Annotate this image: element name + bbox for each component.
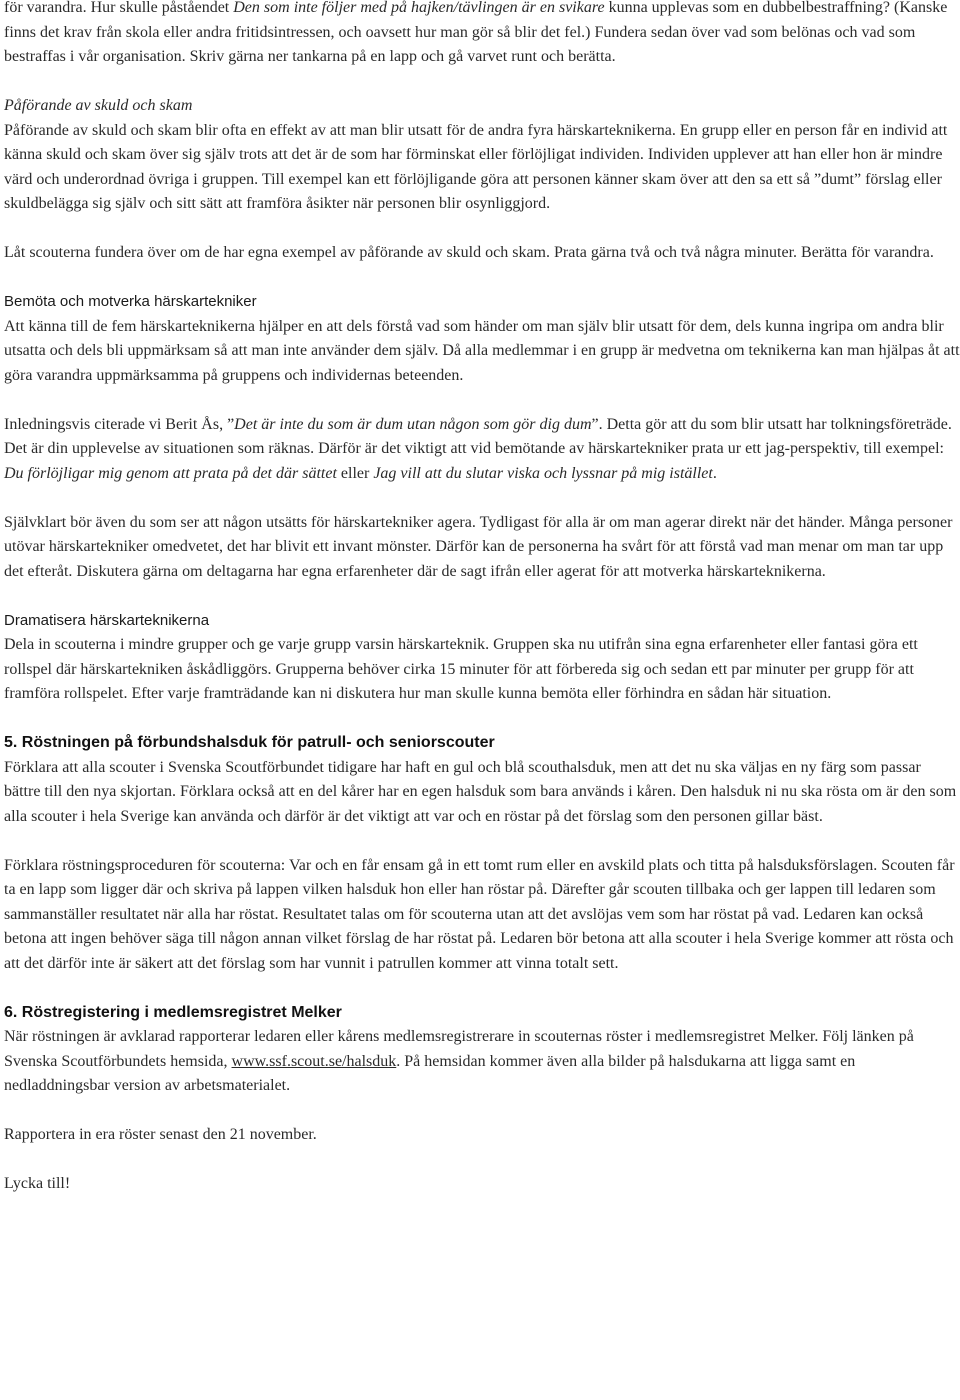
bemota-paragraph-2 — [4, 413, 960, 487]
intro-text-1: för varandra. Hur skulle påståendet — [4, 0, 234, 16]
skuld-exercise: Låt scouterna fundera över om de har egna exempel av påförande av skuld och skam. Prata gärna två och två några minuter. Berätta för varandra. — [4, 244, 934, 261]
section-6-paragraph-1 — [4, 1025, 960, 1099]
bemota-p2-text-d: . — [712, 464, 717, 482]
deadline-text: Rapportera in era röster senast den 21 november. — [4, 1126, 317, 1143]
bemota-quote-3: Jag vill att du slutar viska och lyssnar på mig istället — [373, 464, 713, 482]
closing-text: Lycka till! — [4, 1175, 71, 1192]
bemota-paragraph-1: Att känna till de fem härskarteknikerna hjälper en att dels förstå vad som händer om man själv blir utsatt för dem, dels kunna ingripa om andra blir utsatta och dels bli uppmärksam så att man inte använder dem själv. Då alla medlemmar i en grupp är medvetna om teknikerna kan man hjälpas åt att göra varandra uppmärksamma på gruppens och individernas beteenden. — [4, 317, 960, 384]
bemota-p2-text-c: eller — [336, 464, 374, 482]
bemota-paragraph-3: Självklart bör även du som ser att någon utsätts för härskartekniker agera. Tydligast för alla är om man agerar direkt när det händer. Många personer utövar härskartekniker omedvetet, det har blivit ett invant mönster. Därför kan de personerna ha svårt för att förstå vad man menar om man tar upp det efteråt. Diskutera gärna om deltagarna har egna erfarenheter där de sagt ifrån eller agerat för att motverka härskarteknikerna. — [4, 513, 953, 580]
section-6-text-a: När röstningen är avklarad rapporterar ledaren eller kårens medlemsregistrerare in scouternas röster i medlemsregistret Melker. Följ länken på Svenska Scoutförbundets hemsida, — [4, 1028, 914, 1070]
section-6-heading: 6. Röstregistering i medlemsregistret Melker — [4, 1003, 342, 1021]
section-5-paragraph-2: Förklara röstningsproceduren för scouterna: Var och en får ensam gå in ett tomt rum eller en avskild plats och titta på halsduksförslagen. Scouten får ta en lapp som ligger där och skriva på lappen vilken halsduk hon eller han röstar på. Därefter går scouten tillbaka och ger lappen till ledaren som sammanställer resultatet när alla har röstat. Resultatet talas om för scouterna utan att det avslöjas vem som har röstat på vad. Ledaren kan också betona att ingen behöver säga till någon annan vilket förslag de har röstat på. Ledaren bör betona att alla scouter i hela Sverige kommer att rösta och att det därför inte är säkert att det förslag som har vunnit i patrullen kommer att vinna totalt sett. — [4, 856, 955, 972]
intro-quote: Den som inte följer med på hajken/tävlingen är en svikare — [233, 0, 605, 16]
section-6-text-b: . På hemsidan kommer även alla bilder på halsdukarna att ligga samt en nedladdningsbar version av arbetsmaterialet. — [4, 1052, 856, 1094]
document-page — [4, 0, 960, 1197]
bemota-quote-2: Du förlöjligar mig genom att prata på det där sättet — [4, 464, 337, 482]
intro-text-2: kunna upplevas som en dubbelbestraffning? (Kanske finns det krav från skola eller andra fritidsintressen, och oavsett hur man gör så blir det fel.) Fundera sedan över vad som belönas och vad som bestraffas i vår organisation. Skriv gärna ner tankarna på en lapp och gå varvet runt och berätta. — [4, 0, 948, 65]
skuld-heading: Påförande av skuld och skam — [4, 97, 193, 114]
halsduk-link[interactable]: www.ssf.scout.se/halsduk — [231, 1052, 397, 1070]
bemota-quote-1: Det är inte du som är dum utan någon som gör dig dum — [234, 415, 592, 433]
section-5-heading: 5. Röstningen på förbundshalsduk för patrull- och seniorscouter — [4, 734, 495, 751]
section-5-paragraph-1: Förklara att alla scouter i Svenska Scoutförbundet tidigare har haft en gul och blå scouthalsduk, men att det nu ska väljas en ny färg som passar bättre till den nya skjortan. Förklara också att en del kårer har en egen halsduk som bara används i kåren. Den halsduk ni nu ska rösta om är den som alla scouter i hela Sverige kan använda och därför är det viktigt att var och en röstar på det förslag som den personen gillar bäst. — [4, 758, 957, 825]
intro-paragraph — [4, 0, 960, 70]
bemota-heading: Bemöta och motverka härskartekniker — [4, 293, 257, 310]
bemota-p2-text-b: ”. Detta gör att du som blir utsatt har tolkningsföreträde. Det är din upplevelse av situationen som räknas. Därför är det viktigt att vid bemötande av härskartekniker prata ur ett jag-perspektiv, till exempel: — [4, 415, 952, 457]
skuld-body: Påförande av skuld och skam blir ofta en effekt av att man blir utsatt för de andra fyra härskarteknikerna. En grupp eller en person får en individ att känna skuld och skam över sig själv trots att det är de som har förminskat eller förlöjligat individen. Individen upplever att han eller hon är mindre värd och underordnad övriga i gruppen. Till exempel kan ett förlöjligande göra att personen känner skam över att den sa ett så ”dumt” förslag eller skuldbelägga sig själv och sitt sätt att framföra åsikter när personen blir osynliggjord. — [4, 121, 948, 212]
dramatisera-body: Dela in scouterna i mindre grupper och ge varje grupp varsin härskarteknik. Gruppen ska nu utifrån sina egna erfarenheter eller fantasi göra ett rollspel där härskartekniken åskådliggörs. Grupperna behöver cirka 15 minuter för att förbereda sig och sedan ett par minuter per grupp för att framföra rollspelet. Efter varje framträdande kan ni diskutera hur man skulle kunna bemöta eller förhindra en sådan här situation. — [4, 636, 918, 702]
bemota-p2-text-a: Inledningsvis citerade vi Berit Ås, ” — [4, 415, 235, 433]
dramatisera-heading: Dramatisera härskarteknikerna — [4, 611, 210, 629]
